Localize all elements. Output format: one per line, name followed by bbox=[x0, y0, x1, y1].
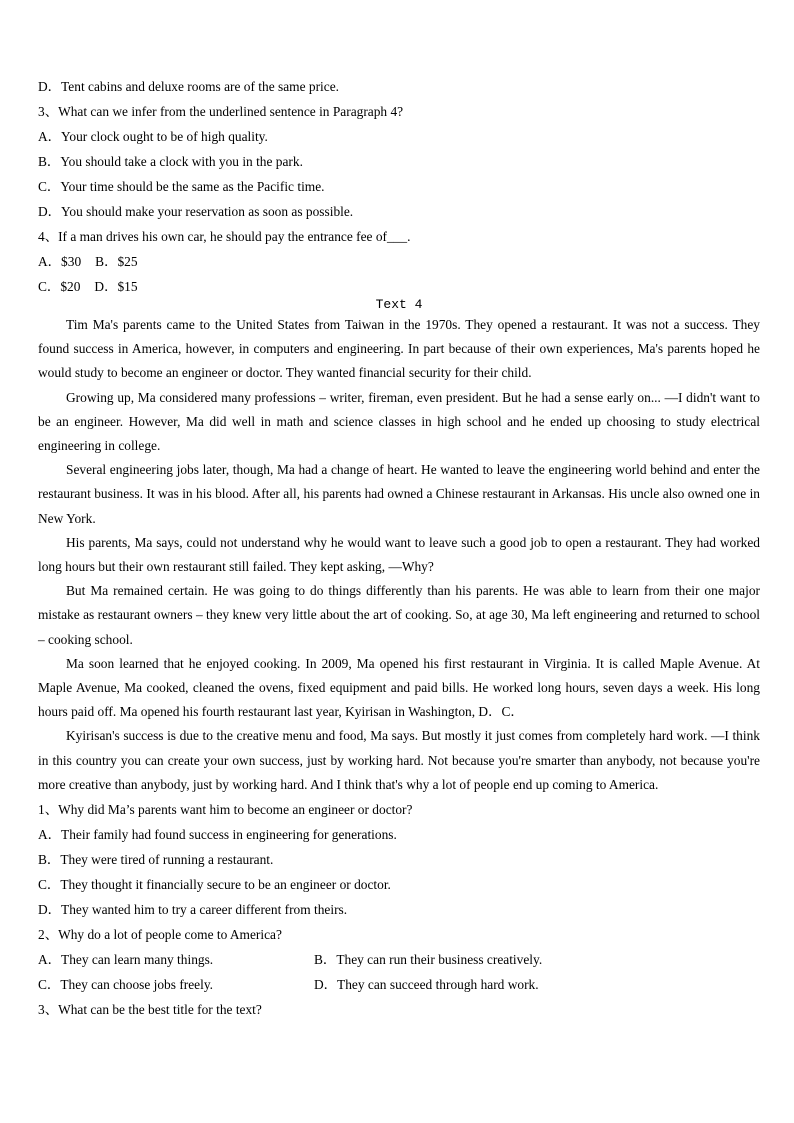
q2-stem: 2、Why do a lot of people come to America? bbox=[38, 927, 282, 943]
prev-q4-option-d: D．$15 bbox=[94, 279, 138, 294]
paragraph-3: Several engineering jobs later, though, Ma had a change of heart. He wanted to leave the engineering world behind and enter the restaurant business. It was in his blood. After all, his parents had owned a Chinese restaurant in Arkansas. His uncle also owned one in New York. bbox=[38, 462, 760, 526]
prev-q3-option-b: B．You should take a clock with you in the park. bbox=[38, 154, 303, 169]
q2-options-row2 bbox=[38, 972, 760, 997]
q1-option-c: C．They thought it financially secure to be an engineer or doctor. bbox=[38, 877, 391, 893]
q2-option-a: A．They can learn many things. bbox=[38, 952, 214, 968]
q2-options-row1 bbox=[38, 947, 760, 972]
prev-q4-option-b: B．$25 bbox=[95, 254, 138, 269]
q3-stem: 3、What can be the best title for the text? bbox=[38, 1002, 262, 1018]
q2-option-b: B．They can run their business creatively. bbox=[314, 952, 543, 968]
q2-option-d: D．They can succeed through hard work. bbox=[314, 977, 539, 993]
paragraph-4: His parents, Ma says, could not understand why he would want to leave such a good job to open a restaurant. They had worked long hours but their own restaurant still failed. They kept asking, ―Why? bbox=[38, 534, 760, 575]
q1-stem: 1、Why did Ma’s parents want him to become an engineer or doctor? bbox=[38, 802, 413, 818]
prev-q3-stem: 3、What can we infer from the underlined sentence in Paragraph 4? bbox=[38, 104, 404, 119]
prev-q2-option-d: D．Tent cabins and deluxe rooms are of the same price. bbox=[38, 79, 339, 94]
prev-q3-option-c: C．Your time should be the same as the Pacific time. bbox=[38, 179, 325, 194]
q2-option-c: C．They can choose jobs freely. bbox=[38, 977, 214, 993]
text-title: Text 4 bbox=[375, 297, 423, 312]
prev-q4-option-c: C．$20 bbox=[38, 279, 81, 294]
paragraph-2: Growing up, Ma considered many professions – writer, fireman, even president. But he had a sense early on... ―I didn't want to be an engineer. However, Ma did well in math and science classes in high school and he ended up choosing to study electrical engineering in college. bbox=[38, 389, 760, 454]
prev-q3-option-a: A．Your clock ought to be of high quality. bbox=[38, 129, 268, 144]
q1-option-a: A．Their family had found success in engineering for generations. bbox=[38, 827, 397, 843]
q1-option-d: D．They wanted him to try a career different from theirs. bbox=[38, 902, 348, 918]
paragraph-7: Kyirisan's success is due to the creative menu and food, Ma says. But mostly it just comes from completely hard work. ―I think in this country you can create your own success, just by working hard. Not because you're smarter than anybody, not because you're more creative than anybody, just by working hard. And I think that's why a lot of people end up coming to America. bbox=[38, 728, 760, 792]
paragraph-1: Tim Ma's parents came to the United States from Taiwan in the 1970s. They opened a restaurant. It was not a success. They found success in America, however, in computers and engineering. In part because of their own experiences, Ma's parents hoped he would study to become an engineer or doctor. They wanted financial security for their child. bbox=[38, 317, 760, 381]
prev-q4-option-a: A．$30 bbox=[38, 254, 82, 269]
paragraph-5: But Ma remained certain. He was going to do things differently than his parents. He was able to learn from their one major mistake as restaurant owners – they knew very little about the art of cooking. So, at age 30, Ma left engineering and returned to school – cooking school. bbox=[38, 583, 760, 647]
q1-option-b: B．They were tired of running a restaurant. bbox=[38, 852, 274, 868]
paragraph-6: Ma soon learned that he enjoyed cooking. In 2009, Ma opened his first restaurant in Virginia. It is called Maple Avenue. At Maple Avenue, Ma cooked, cleaned the ovens, fixed equipment and paid bills. He worked long hours, seven days a week. His long hours paid off. Ma opened his fourth restaurant last year, Kyirisan in Washington, D．C． bbox=[38, 655, 760, 720]
prev-q4-stem: 4、If a man drives his own car, he should pay the entrance fee of___. bbox=[38, 229, 411, 244]
prev-q4-options-row1 bbox=[38, 249, 760, 274]
prev-q3-option-d: D．You should make your reservation as soon as possible. bbox=[38, 204, 354, 219]
document-page bbox=[38, 74, 760, 1022]
